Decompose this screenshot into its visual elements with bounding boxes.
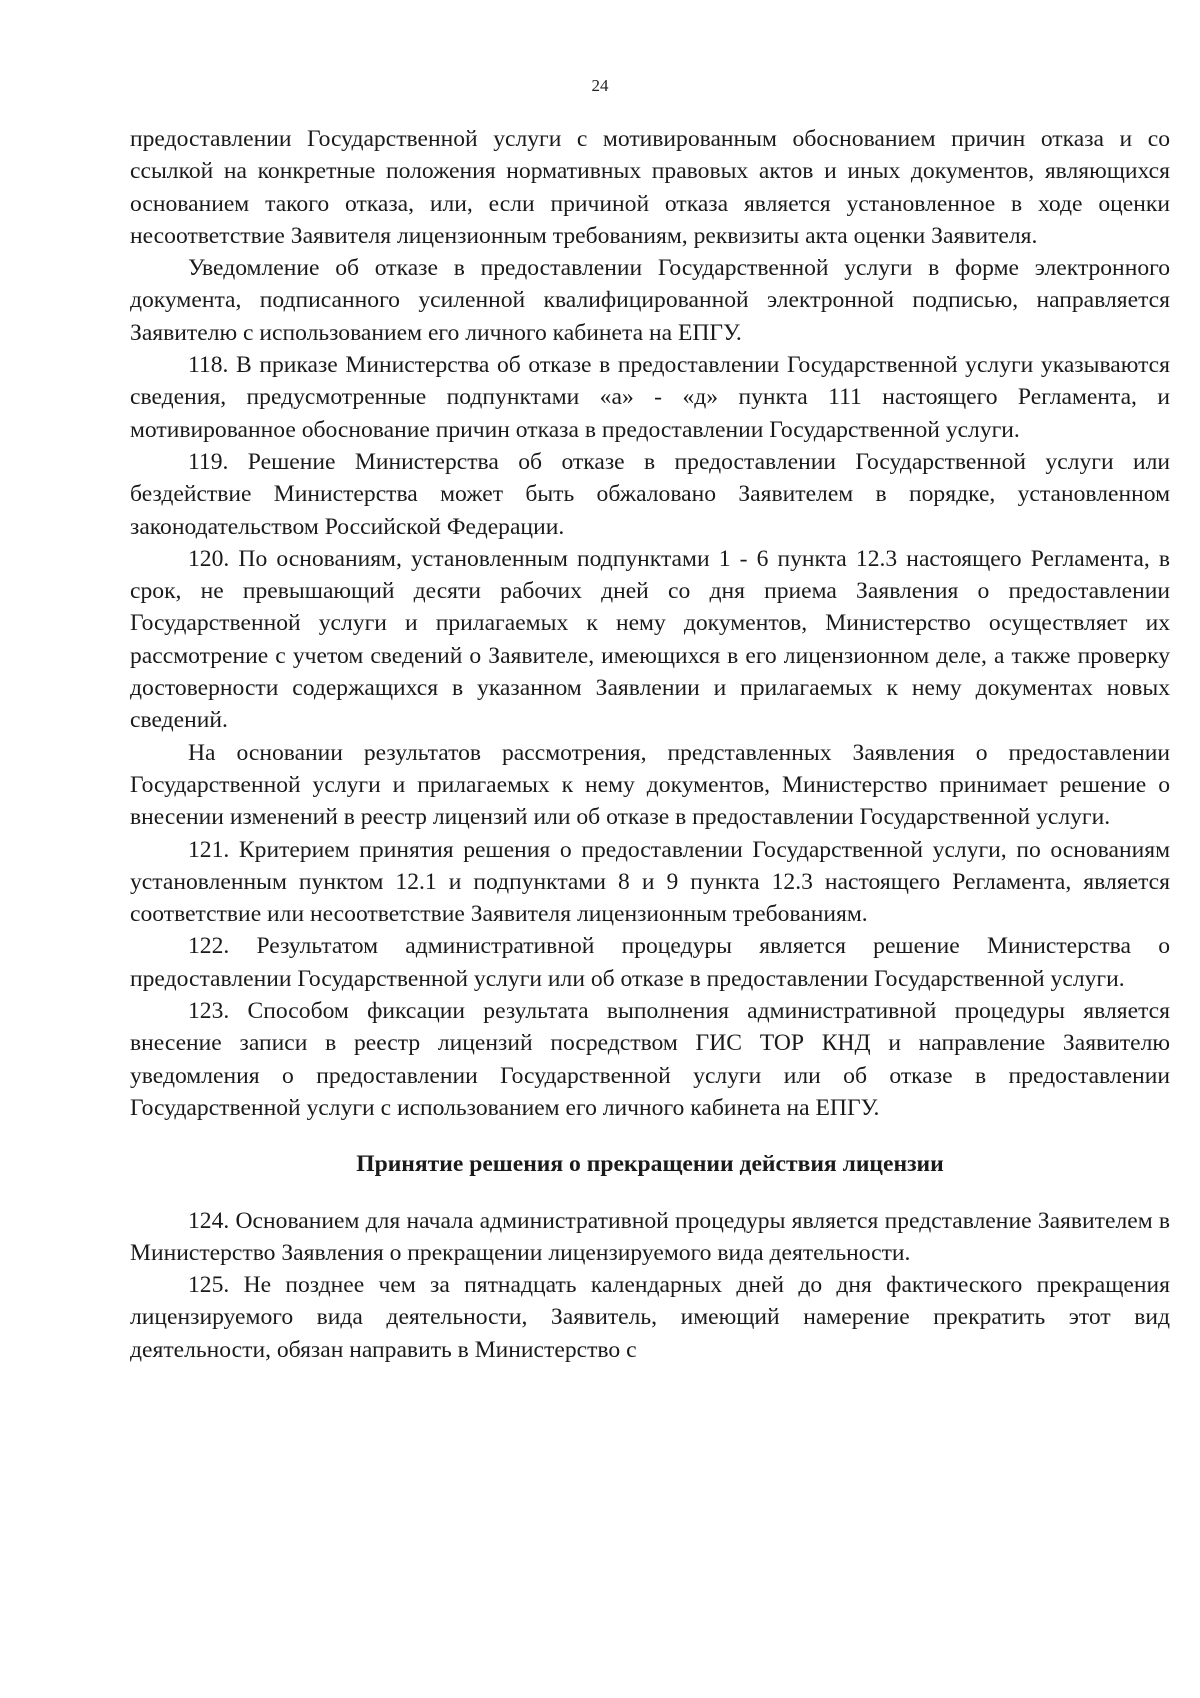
section-heading: Принятие решения о прекращении действия лицензии bbox=[356, 1151, 944, 1178]
paragraph-notification: Уведомление об отказе в предоставлении Государственной услуги в форме электронного документа, подписанного усиленной квалифицированной электронной подписью, направляется Заявителю с использованием его личного кабинета на ЕПГУ. bbox=[130, 255, 1170, 346]
paragraph-121: 121. Критерием принятия решения о предоставлении Государственной услуги, по основаниям установленным пунктом 12.1 и подпунктами 8 и 9 пункта 12.3 настоящего Регламента, является соответствие или несоответствие Заявителя лицензионным требованиям. bbox=[130, 836, 1170, 928]
paragraph-120: 120. По основаниям, установленным подпунктами 1 - 6 пункта 12.3 настоящего Регламента, в срок, не превышающий десяти рабочих дней со дня приема Заявления о предоставлении Государственной услуги и прилагаемых к нему документов, Министерство осуществляет их рассмотрение с учетом сведений о Заявителе, имеющихся в его лицензионном деле, а также проверку достоверности содержащихся в указанном Заявлении и прилагаемых к нему документах новых сведений. bbox=[130, 545, 1170, 734]
paragraph-118: 118. В приказе Министерства об отказе в предоставлении Государственной услуги указываются сведения, предусмотренные подпунктами «а» - «д» пункта 111 настоящего Регламента, и мотивированное обоснование причин отказа в предоставлении Государственной услуги. bbox=[130, 352, 1170, 443]
document-body bbox=[130, 123, 1170, 1366]
paragraph-124: 124. Основанием для начала административной процедуры является представление Заявителем в Министерство Заявления о прекращении лицензируемого вида деятельности. bbox=[130, 1207, 1170, 1266]
paragraph-120-decision: На основании результатов рассмотрения, представленных Заявления о предоставлении Государственной услуги и прилагаемых к нему документов, Министерство принимает решение о внесении изменений в реестр лицензий или об отказе в предоставлении Государственной услуги. bbox=[130, 739, 1170, 831]
paragraph-123: 123. Способом фиксации результата выполнения административной процедуры является внесение записи в реестр лицензий посредством ГИС ТОР КНД и направление Заявителю уведомления о предоставлении Государственной услуги или об отказе в предоставлении Государственной услуги с использованием его личного кабинета на ЕПГУ. bbox=[130, 998, 1170, 1121]
paragraph-continuation: предоставлении Государственной услуги с мотивированным обоснованием причин отказа и со ссылкой на конкретные положения нормативных правовых актов и иных документов, являющихся основанием такого отказа, или, если причиной отказа является установленное в ходе оценки несоответствие Заявителя лицензионным требованиям, реквизиты акта оценки Заявителя. bbox=[130, 126, 1170, 249]
page-number: 24 bbox=[591, 76, 609, 95]
paragraph-125: 125. Не позднее чем за пятнадцать календарных дней до дня фактического прекращения лицензируемого вида деятельности, Заявитель, имеющий намерение прекратить этот вид деятельности, обязан направить в Министерство с bbox=[130, 1272, 1170, 1363]
paragraph-122: 122. Результатом административной процедуры является решение Министерства о предоставлении Государственной услуги или об отказе в предоставлении Государственной услуги. bbox=[130, 933, 1170, 992]
paragraph-119: 119. Решение Министерства об отказе в предоставлении Государственной услуги или бездействие Министерства может быть обжаловано Заявителем в порядке, установленном законодательством Российской Федерации. bbox=[130, 448, 1170, 540]
